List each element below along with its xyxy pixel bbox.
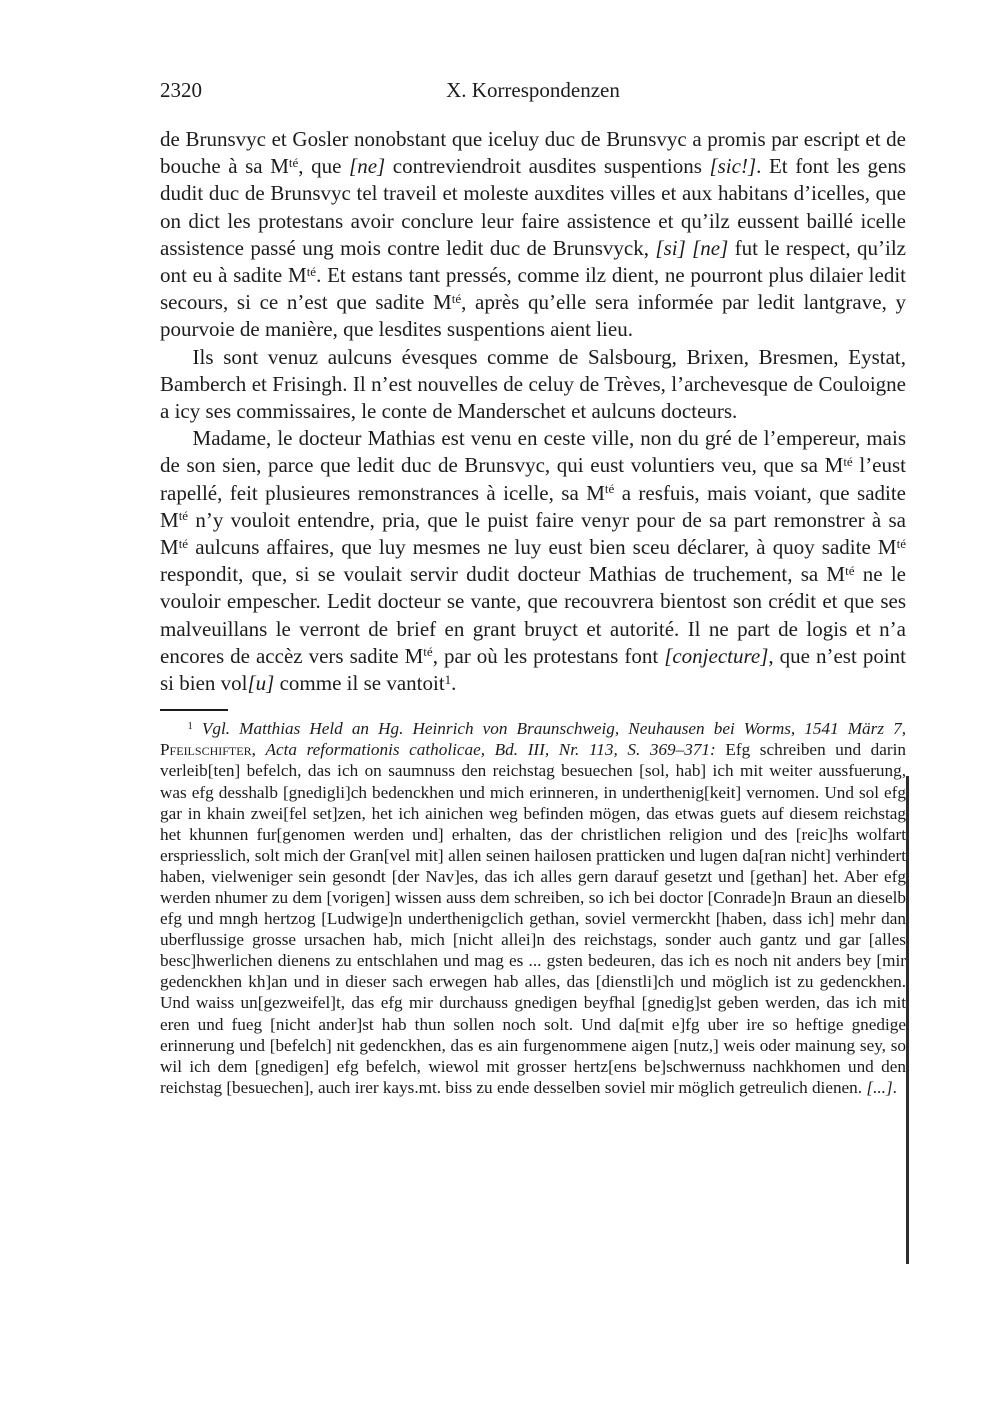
page-number: 2320	[160, 78, 202, 102]
scan-edge-artifact	[906, 776, 909, 1264]
text-column	[160, 78, 906, 1098]
footnote-block	[160, 709, 906, 1098]
paragraph-1: de Brunsvyc et Gosler nonobstant que iceluy duc de Brunsvyc a promis par escript et de bouche à sa $M^{té}$, que [ne] contreviendroit ausdites suspentions [sic!]. Et font les gens dudit duc de Brunsvyc tel traveil et moleste auxdites villes et aux habitans d’icelles, que on dict les protestans avoir conclure leur faire assistence et qu’ilz eussent baillé icelle assistence passé ung mois contre ledit duc de Brunsvyck, [si] [ne] fut le respect, qu’ilz ont eu à sadite $M^{té}$. Et estans tant pressés, comme ilz dient, ne pourront plus dilaier ledit secours, si ce n’est que sadite $M^{té}$, après qu’elle sera informée par ledit lantgrave, y pourvoie de manière, que lesdites suspentions aient lieu.	[160, 127, 906, 342]
body-text	[160, 126, 906, 697]
footnote-rule	[160, 709, 228, 711]
page-header	[160, 78, 906, 105]
paragraph-2: Ils sont venuz aulcuns évesques comme de Salsbourg, Brixen, Bresmen, Eystat, Bamberch et Frisingh. Il n’est nouvelles de celuy de Trèves, l’archevesque de Couloigne a icy ses commissaires, le conte de Manderschet et aulcuns docteurs.	[160, 344, 906, 424]
paragraph-3: Madame, le docteur Mathias est venu en ceste ville, non du gré de l’empereur, mais de son sien, parce que ledit duc de Brunsvyc, qui eust voluntiers veu, que sa $M^{té}$ l’eust rapellé, feit plusieures remonstrances à icelle, sa $M^{té}$ a resfuis, mais voiant, que sadite $M^{té}$ n’y vouloit entendre, pria, que le puist faire venyr pour de sa part remonstrer à sa $M^{té}$ aulcuns affaires, que luy mesmes ne luy eust bien sceu déclarer, à quoy sadite $M^{té}$ respondit, que, si se voulait servir dudit docteur Mathias de truchement, sa $M^{té}$ ne le vouloir empescher. Ledit docteur se vante, que recouvrera bientost son crédit et que ses malveuillans le verront de brief en grant bruyct et autorité. Il ne part de logis et n’a encores de accèz vers sadite $M^{té}$, par où les protestans font [conjecture], que n’est point si bien vol[u] comme il se vantoit$^1$.	[160, 426, 907, 696]
footnote: $^1$ Vgl. Matthias Held an Hg. Heinrich von Braunschweig, Neuhausen bei Worms, 1541 März 7, Pfeilschifter, Acta reformationis catholicae, Bd. III, Nr. 113, S. 369–371: Efg schreiben und darin verleib[ten] befelch, das ich on saumnuss den reichstag besuechen [sol, hab] ich mit weiter aussfuerung, was efg desshalb [gnedigli]ch bedenckhen und mich erinneren, in underthenig[keit] vernomen. Und sol efg gar in khain zwei[fel set]zen, het ich ainichen weg befinden mögen, das etwas guets auf diesem reichstag het khunnen fur[genomen werden und] erhalten, das der christlichen religion und des [reic]hs wolfart erspriesslich, solt mich der Gran[vel mit] allen seinen hailosen pratticken und lugen da[ran nicht] verhindert haben, vielweniger sein gesondt [der Nav]es, das ich alles gern darauf gesetzt und [gethan] het. Aber efg werden nhumer zu dem [vorigen] wissen auss dem schreiben, so ich bei doctor [Conrade]n Braun an dieselb efg und mngh hertzog [Ludwige]n underthenigclich gethan, soviel vermerckht [haben, dass ich] mehr dan uberflussige grosse ursachen hab, mich [nicht allei]n des reichstags, sonder auch gantz und gar [alles besc]hwerlichen dienens zu entschlahen und mag es ... gsten bedeuren, das ich es noch nit anders bey [mir gedenckhen kh]an und in dieser sach erwegen hab alles, das [dienstli]ch und möglich ist zu gedenckhen. Und waiss un[gezweifel]t, das efg mir durchauss gnedigen beyfhal [gnedig]st geben werden, das ich mit eren und fueg [nicht ander]st hab thun sollen noch solt. Und da[mit e]fg uber ire so heftige gnedige erinnerung und [befelch] nit gedenckhen, das es ain furgenommene aigen [nutz,] weis oder mainung sey, so wil ich dem [gnedigen] efg befelch, wiewol mit grosser hertz[ens be]schwernuss nachkhomen und den reichstag [besuechen], auch irer kays.mt. biss zu ende desselben soviel mir möglich getreulich dienen. [...].	[160, 719, 906, 1097]
running-title: X. Korrespondenzen	[446, 78, 620, 102]
